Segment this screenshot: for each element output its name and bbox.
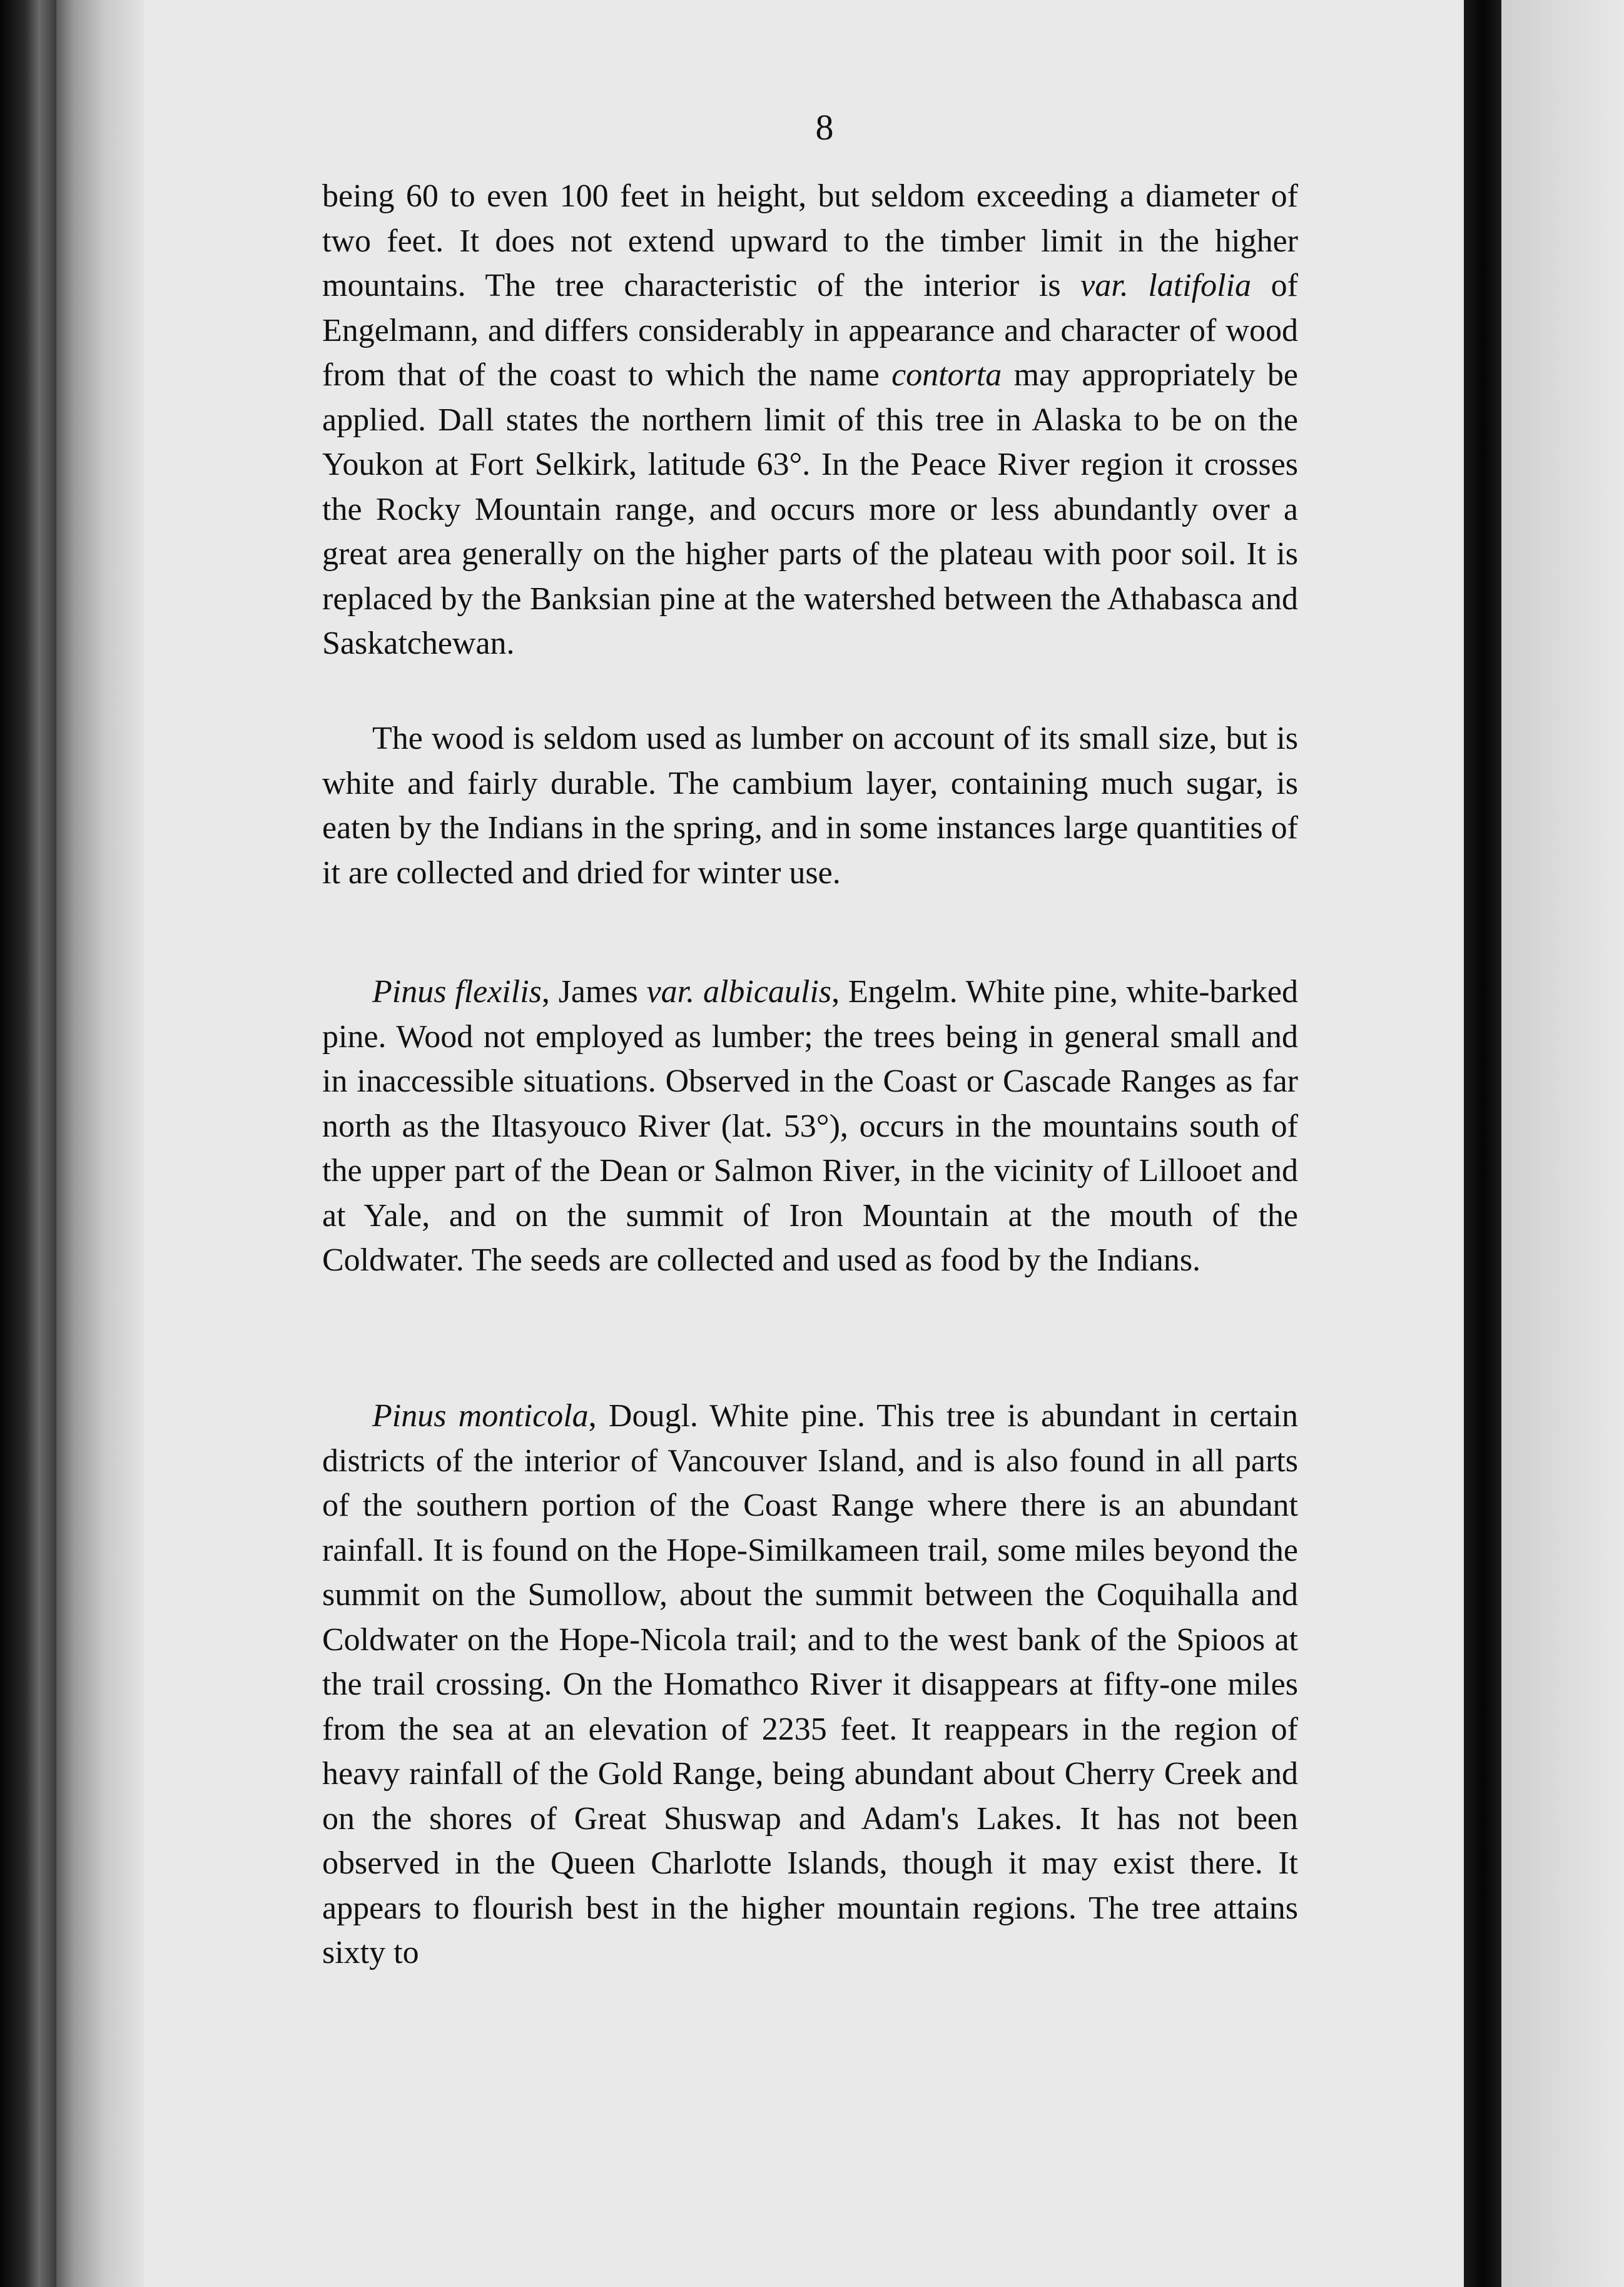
paragraph-text [322, 174, 1298, 666]
body-text: of Engelmann, and differs considerably in appearance and character of wood from that of the coast to which the name [322, 268, 1298, 393]
body-text: being 60 to even 100 feet in height, but seldom exceeding a diameter of two feet. It does not extend upward to the timber limit in the higher mountains. The tree characteristic of the interior is [322, 178, 1298, 303]
body-text: may appropriately be applied. Dall states the northern limit of this tree in Alaska to be on the Youkon at Fort Selkirk, latitude 63°. In the Peace River region it crosses the Rocky Mountain range, and occurs more or less abundantly over a great area generally on the higher parts of the plateau with poor soil. It is replaced by the Banksian pine at the watershed between the Athabasca and Saskatchewan. [322, 357, 1299, 661]
paragraph-4-pinus-monticola [322, 1394, 1298, 1975]
paragraph-text [322, 1394, 1298, 1975]
species-name-italic: contorta [891, 357, 1002, 393]
species-name-italic: Pinus monticola [372, 1398, 589, 1434]
paragraph-2 [322, 716, 1298, 895]
paragraph-text [322, 970, 1298, 1283]
book-binding-edge [56, 0, 144, 2287]
page-number: 8 [815, 107, 834, 148]
species-name-italic: Pinus flexilis [372, 974, 542, 1010]
body-text: , Engelm. White pine, white-barked pine. Wood not employed as lumber; the trees being in general small and in inaccessible situations. Observed in the Coast or Cascade Ranges as far north as the Iltasyouco River (lat. 53°), occurs in the mountains south of the upper part of the Dean or Salmon River, in the vicinity of Lillooet and at Yale, and on the summit of Iron Mountain at the mouth of the Coldwater. The seeds are collected and used as food by the Indians. [322, 974, 1298, 1278]
paragraph-text [322, 716, 1298, 895]
book-spine-shadow [0, 0, 56, 2287]
paragraph-3-pinus-flexilis [322, 970, 1298, 1283]
body-text: The wood is seldom used as lumber on account of its small size, but is white and fairly durable. The cambium layer, containing much sugar, is eaten by the Indians in the spring, and in some instances large quantities of it are collected and dried for winter use. [322, 721, 1298, 891]
page-gutter [1464, 0, 1501, 2287]
species-name-italic: var. albicaulis [646, 974, 832, 1010]
body-text: , James [541, 974, 647, 1010]
species-name-italic: var. latifolia [1080, 268, 1252, 303]
adjacent-page-edge [1501, 0, 1624, 2287]
body-text: , Dougl. White pine. This tree is abundant in certain districts of the interior of Vancouver Island, and is also found in all parts of the southern portion of the Coast Range where there is an abundant rainfall. It is found on the Hope-Similkameen trail, some miles beyond the summit on the Sumollow, about the summit between the Coquihalla and Coldwater on the Hope-Nicola trail; and to the west bank of the Spioos at the trail crossing. On the Homathco River it disappears at fifty-one miles from the sea at an elevation of 2235 feet. It reappears in the region of heavy rainfall of the Gold Range, being abundant about Cherry Creek and on the shores of Great Shuswap and Adam's Lakes. It has not been observed in the Queen Charlotte Islands, though it may exist there. It appears to flourish best in the higher mountain regions. The tree attains sixty to [322, 1398, 1299, 1970]
paragraph-1 [322, 174, 1298, 666]
